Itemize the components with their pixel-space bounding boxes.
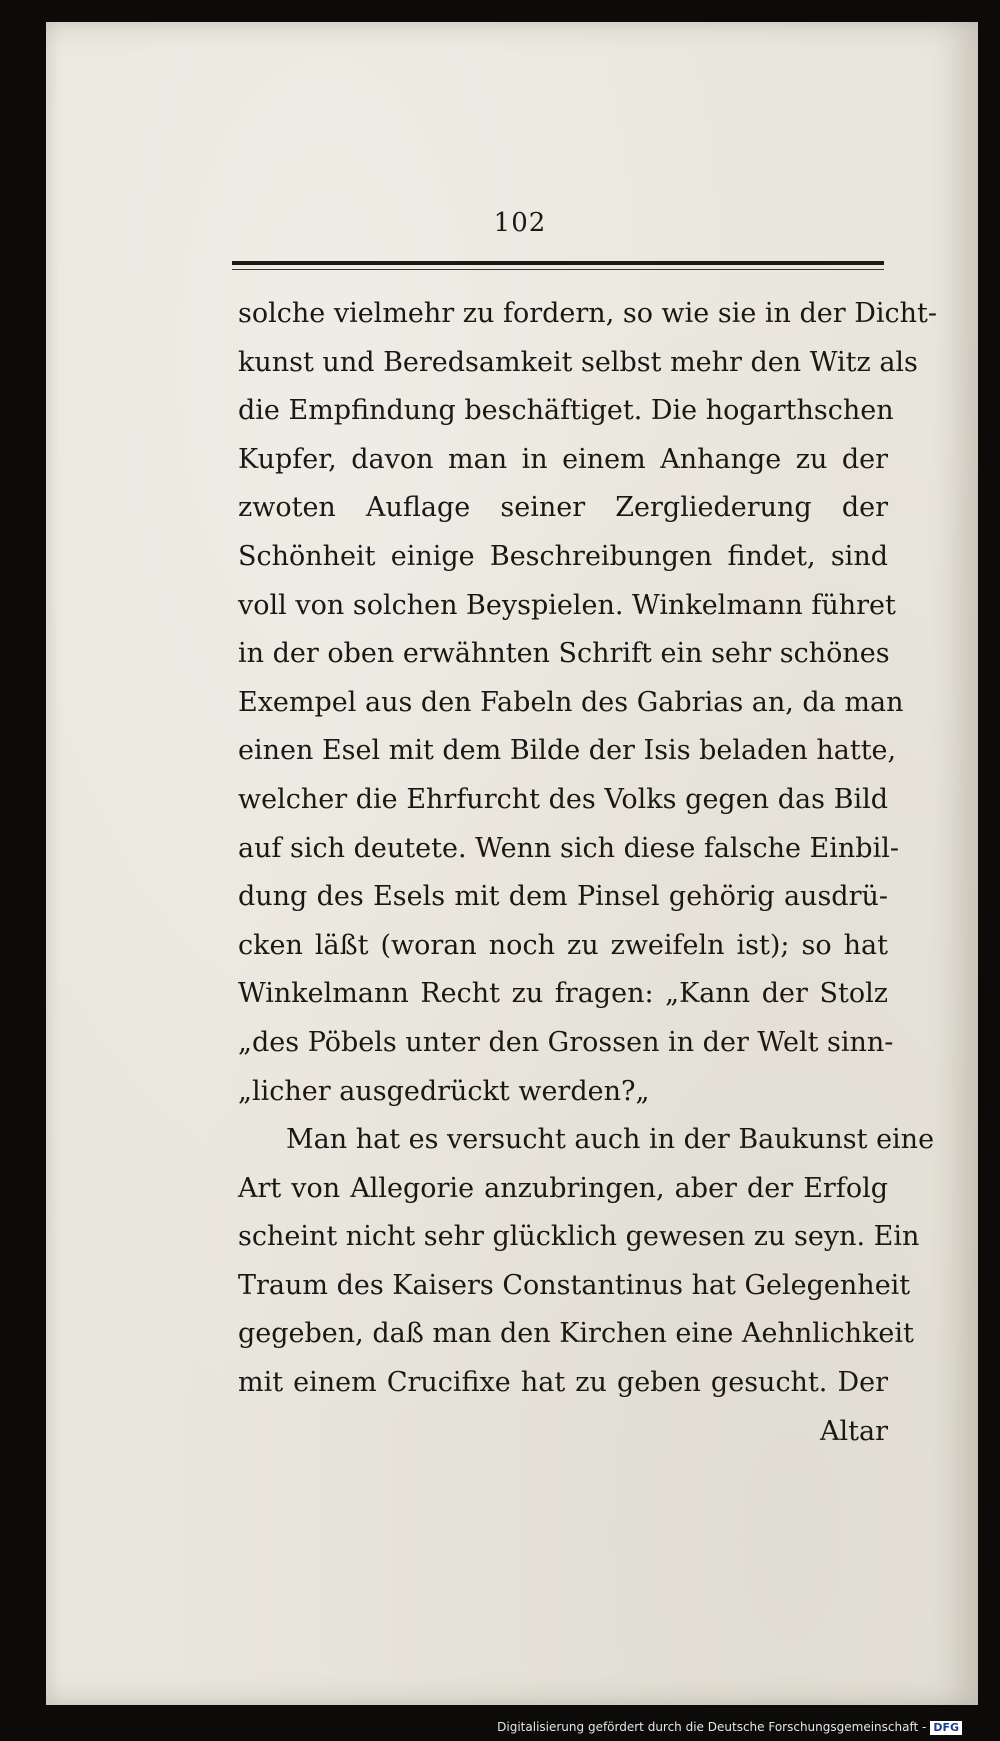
text-line: Schönheit einige Beschreibungen findet, sind [238,540,888,572]
text-line: voll von solchen Beyspielen. Winkelmann führet [238,589,896,621]
text-line: Winkelmann Recht zu fragen: „Kann der Stolz [238,978,888,1010]
text-line: Kupfer, davon man in einem Anhange zu der [238,443,888,475]
text-line: mit einem Crucifixe hat zu geben gesucht. Der [238,1367,888,1399]
text-line: cken läßt (woran noch zu zweifeln ist); so hat [238,929,888,961]
text-line: die Empfindung beschäftiget. Die hogarthschen [238,395,894,427]
text-line: gegeben, daß man den Kirchen eine Aehnlichkeit [238,1318,914,1350]
text-line: dung des Esels mit dem Pinsel gehörig ausdrü- [238,881,888,913]
credit-text: Digitalisierung gefördert durch die Deutsche Forschungsgemeinschaft - [497,1720,927,1734]
text-line: in der oben erwähnten Schrift ein sehr schönes [238,638,890,670]
catchword: Altar [820,1415,888,1447]
text-line: einen Esel mit dem Bilde der Isis beladen hatte, [238,735,897,767]
dfg-logo-icon: DFG [930,1721,962,1735]
text-line: Traum des Kaisers Constantinus hat Gelegenheit [238,1269,911,1301]
header-rule-thin [232,269,884,270]
text-line: Exempel aus den Fabeln des Gabrias an, da man [238,686,904,718]
text-line: Man hat es versucht auch in der Baukunst eine [286,1124,935,1156]
text-line: welcher die Ehrfurcht des Volks gegen das Bild [238,783,888,815]
digitization-credit [497,1720,962,1735]
text-line: „licher ausgedrückt werden?„ [238,1075,650,1107]
body-text [238,290,938,1456]
text-line: „des Pöbels unter den Grossen in der Welt sinn- [238,1026,894,1058]
text-line: Art von Allegorie anzubringen, aber der Erfolg [238,1172,888,1204]
text-line: zwoten Auflage seiner Zergliederung der [238,492,888,524]
header-rule [232,261,884,265]
page-number: 102 [493,208,547,238]
text-line: solche vielmehr zu fordern, so wie sie in der Dicht- [238,298,938,329]
text-line: auf sich deutete. Wenn sich diese falsche Einbil- [238,832,899,864]
text-line: scheint nicht sehr glücklich gewesen zu seyn. Ein [238,1221,920,1253]
text-line: kunst und Beredsamkeit selbst mehr den Witz als [238,346,918,378]
